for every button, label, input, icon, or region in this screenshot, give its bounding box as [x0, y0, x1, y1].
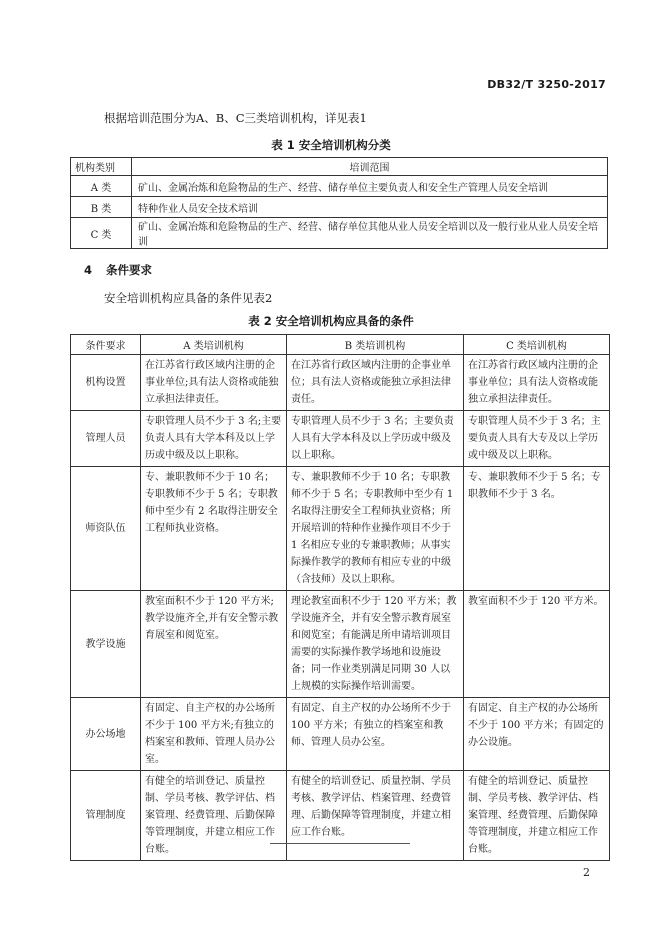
table1-training-institution-classification — [70, 157, 608, 249]
intro-paragraph: 根据培训范围分为A、B、C三类培训机构，详见表1 — [104, 111, 367, 125]
table-row — [71, 698, 610, 771]
table2-row-label: 机构设置 — [71, 355, 141, 411]
table-row — [71, 218, 608, 249]
table-row — [71, 771, 610, 861]
table1-category-cell: A 类 — [71, 176, 132, 197]
section-heading — [84, 262, 166, 278]
table1-col-category-header: 机构类别 — [71, 158, 132, 176]
table2-title: 表 2 安全培训机构应具备的条件 — [248, 314, 414, 328]
table2-cell-a: 专、兼职教师不少于 10 名；专职教师不少于 5 名；专职教师中至少有 2 名取得注册安全工程师执业资格。 — [141, 467, 287, 591]
table2-cell-b: 专职管理人员不少于 3 名；主要负责人具有大学本科及以上学历或中级及以上职称。 — [287, 411, 464, 467]
table2-row-label: 办公场地 — [71, 698, 141, 771]
table2-row-label: 管理制度 — [71, 771, 141, 861]
table2-institution-conditions — [70, 334, 610, 861]
page-number: 2 — [583, 866, 590, 879]
table2-col-b-header: B 类培训机构 — [287, 335, 464, 355]
section-title: 条件要求 — [106, 263, 153, 277]
table2-cell-b: 理论教室面积不少于 120 平方米；教学设施齐全，并有安全警示教育展室和阅览室；有能满足所申请培训项目需要的实际操作教学场地和设施设备；同一作业类别满足同期 30 人以上规模的实际操作培训需要。 — [287, 591, 464, 698]
table-row — [71, 467, 610, 591]
table1-col-scope-header: 培训范围 — [132, 158, 608, 176]
table2-row-label: 师资队伍 — [71, 467, 141, 591]
table2-cell-c: 专职管理人员不少于 3 名；主要负责人具有大专及以上学历或中级及以上职称。 — [464, 411, 610, 467]
intro2-paragraph: 安全培训机构应具备的条件见表2 — [104, 291, 273, 305]
table-row — [71, 197, 608, 218]
table2-cell-c: 教室面积不少于 120 平方米。 — [464, 591, 610, 698]
table2-col-a-header: A 类培训机构 — [141, 335, 287, 355]
table2-cell-c: 有健全的培训登记、质量控制、学员考核、教学评估、档案管理、经费管理、后勤保障等管理制度，并建立相应工作台账。 — [464, 771, 610, 861]
table2-cell-b: 专、兼职教师不少于 10 名；专职教师不少于 5 名；专职教师中至少有 1 名取得注册安全工程师执业资格；所开展培训的特种作业操作项目不少于 1 名相应专业的专兼职教师；从事实际操作教学的教师有相应专业的中级（含技师）及以上职称。 — [287, 467, 464, 591]
table1-header-row — [71, 158, 608, 176]
table-row — [71, 411, 610, 467]
table2-cell-a: 有固定、自主产权的办公场所不少于 100 平方米;有独立的档案室和教师、管理人员办公室。 — [141, 698, 287, 771]
table1-category-cell: C 类 — [71, 218, 132, 249]
table2-cell-b: 有固定、自主产权的办公场所不少于 100 平方米；有独立的档案室和教师、管理人员办公室。 — [287, 698, 464, 771]
section-number: 4 — [84, 263, 93, 277]
table-row — [71, 176, 608, 197]
table1-scope-cell: 特种作业人员安全技术培训 — [132, 197, 608, 218]
table1-scope-cell: 矿山、金属冶炼和危险物品的生产、经营、储存单位其他从业人员安全培训以及一般行业从业人员安全培训 — [132, 218, 608, 249]
table2-row-label: 教学设施 — [71, 591, 141, 698]
table2-col-c-header: C 类培训机构 — [464, 335, 610, 355]
table2-cell-a: 教室面积不少于 120 平方米;教学设施齐全,并有安全警示教育展室和阅览室。 — [141, 591, 287, 698]
table2-cell-b: 在江苏省行政区域内注册的企事业单位；具有法人资格或能独立承担法律责任。 — [287, 355, 464, 411]
table2-cell-c: 有固定、自主产权的办公场所不少于 100 平方米；有固定的办公设施。 — [464, 698, 610, 771]
table-row — [71, 591, 610, 698]
table2-header-row — [71, 335, 610, 355]
footer-divider — [270, 843, 410, 844]
table2-cell-a: 有健全的培训登记、质量控制、学员考核、教学评估、档案管理、经费管理、后勤保障等管理制度，并建立相应工作台账。 — [141, 771, 287, 861]
table2-cell-c: 专、兼职教师不少于 5 名；专职教师不少于 3 名。 — [464, 467, 610, 591]
table1-title: 表 1 安全培训机构分类 — [271, 138, 391, 152]
table1-scope-cell: 矿山、金属冶炼和危险物品的生产、经营、储存单位主要负责人和安全生产管理人员安全培训 — [132, 176, 608, 197]
standard-code: DB32/T 3250-2017 — [487, 78, 606, 91]
table2-cell-b: 有健全的培训登记、质量控制、学员考核、教学评估、档案管理、经费管理、后勤保障等管理制度，并建立相应工作台账。 — [287, 771, 464, 861]
table1-category-cell: B 类 — [71, 197, 132, 218]
table2-col-requirement-header: 条件要求 — [71, 335, 141, 355]
table2-cell-c: 在江苏省行政区域内注册的企事业单位；具有法人资格或能独立承担法律责任。 — [464, 355, 610, 411]
table-row — [71, 355, 610, 411]
table2-cell-a: 在江苏省行政区域内注册的企事业单位;具有法人资格或能独立承担法律责任。 — [141, 355, 287, 411]
table2-cell-a: 专职管理人员不少于 3 名;主要负责人具有大学本科及以上学历或中级及以上职称。 — [141, 411, 287, 467]
table2-row-label: 管理人员 — [71, 411, 141, 467]
